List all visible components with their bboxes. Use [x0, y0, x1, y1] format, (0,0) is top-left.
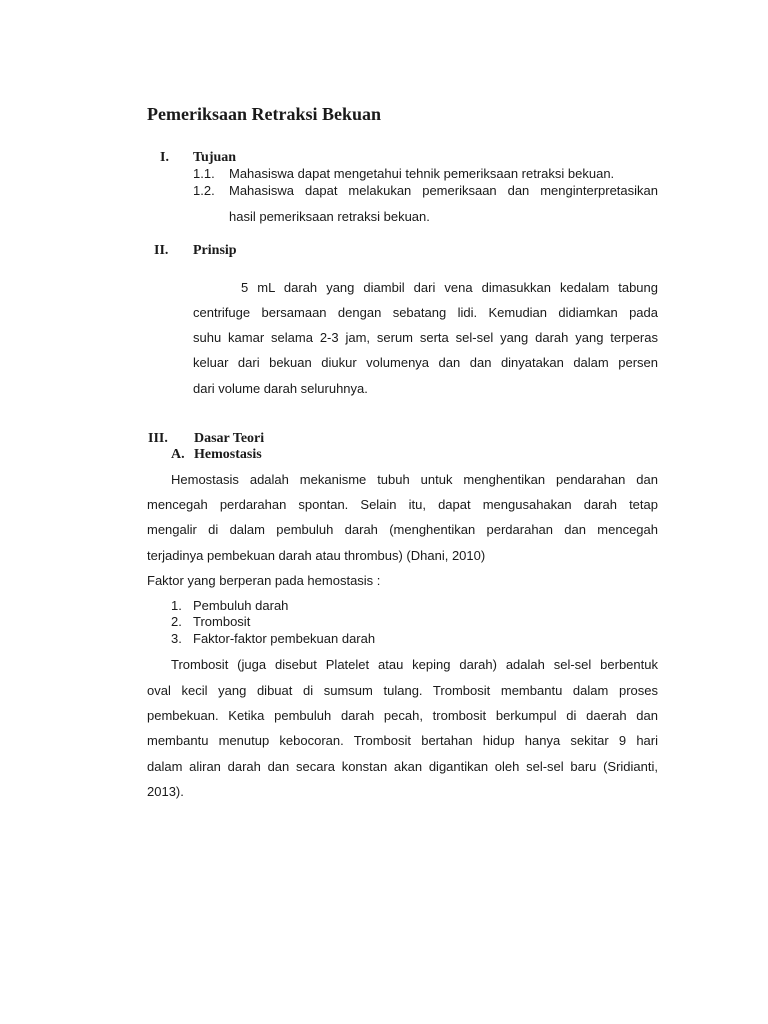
trombosit-paragraph-line: membantu menutup kebocoran. Trombosit bertahan hidup hanya sekitar 9 hari [147, 733, 658, 748]
tujuan-item-text: Mahasiswa dapat mengetahui tehnik pemeriksaan retraksi bekuan. [229, 166, 615, 181]
hemostasis-paragraph-line: mencegah perdarahan spontan. Selain itu, dapat mengusahakan darah tetap [147, 497, 658, 512]
tujuan-item-text: hasil pemeriksaan retraksi bekuan. [229, 209, 430, 224]
faktor-list-item: Faktor-faktor pembekuan darah [193, 631, 376, 646]
section-heading-prinsip: Prinsip [193, 243, 237, 258]
prinsip-paragraph-line: centrifuge bersamaan dengan sebatang lidi. Kemudian didiamkan pada [193, 305, 658, 320]
faktor-list-number: 1. [171, 598, 182, 613]
section-numeral-tujuan: I. [160, 150, 169, 165]
hemostasis-paragraph-line: terjadinya pembekuan darah atau thrombus) (Dhani, 2010) [147, 548, 486, 563]
prinsip-paragraph-line: suhu kamar selama 2-3 jam, serum serta sel-sel yang darah yang terperas [193, 330, 658, 345]
tujuan-item-number: 1.2. [193, 183, 215, 198]
trombosit-paragraph-line: oval kecil yang dibuat di sumsum tulang. Trombosit membantu dalam proses [147, 683, 658, 698]
trombosit-paragraph-line: dalam aliran darah dan secara konstan akan digantikan oleh sel-sel baru (Sridianti, [147, 759, 658, 774]
tujuan-item-number: 1.1. [193, 166, 215, 181]
hemostasis-paragraph-line: Hemostasis adalah mekanisme tubuh untuk menghentikan pendarahan dan [171, 472, 658, 487]
prinsip-paragraph-line: dari volume darah seluruhnya. [193, 381, 368, 396]
trombosit-paragraph-line: Trombosit (juga disebut Platelet atau keping darah) adalah sel-sel berbentuk [171, 657, 658, 672]
section-heading-dasar-teori: Dasar Teori [194, 431, 265, 446]
subsection-heading-hemostasis: Hemostasis [194, 447, 262, 462]
tujuan-item-text: Mahasiswa dapat melakukan pemeriksaan dan menginterpretasikan [229, 183, 658, 198]
faktor-list-number: 2. [171, 614, 182, 629]
faktor-list-number: 3. [171, 631, 182, 646]
section-numeral-dasar-teori: III. [148, 431, 168, 446]
prinsip-paragraph-line: keluar dari bekuan diukur volumenya dan dan dinyatakan dalam persen [193, 355, 658, 370]
document-title: Pemeriksaan Retraksi Bekuan [147, 104, 381, 124]
prinsip-paragraph-line: 5 mL darah yang diambil dari vena dimasukkan kedalam tabung [241, 280, 658, 295]
subsection-label: A. [171, 447, 185, 462]
faktor-list-item: Pembuluh darah [193, 598, 289, 613]
hemostasis-paragraph-line: mengalir di dalam pembuluh darah (menghentikan perdarahan dan mencegah [147, 522, 658, 537]
trombosit-paragraph-line: 2013). [147, 784, 184, 799]
section-heading-tujuan: Tujuan [193, 150, 237, 165]
faktor-intro: Faktor yang berperan pada hemostasis : [147, 573, 381, 588]
trombosit-paragraph-line: pembekuan. Ketika pembuluh darah pecah, trombosit berkumpul di daerah dan [147, 708, 658, 723]
section-numeral-prinsip: II. [154, 243, 169, 258]
faktor-list-item: Trombosit [193, 614, 251, 629]
